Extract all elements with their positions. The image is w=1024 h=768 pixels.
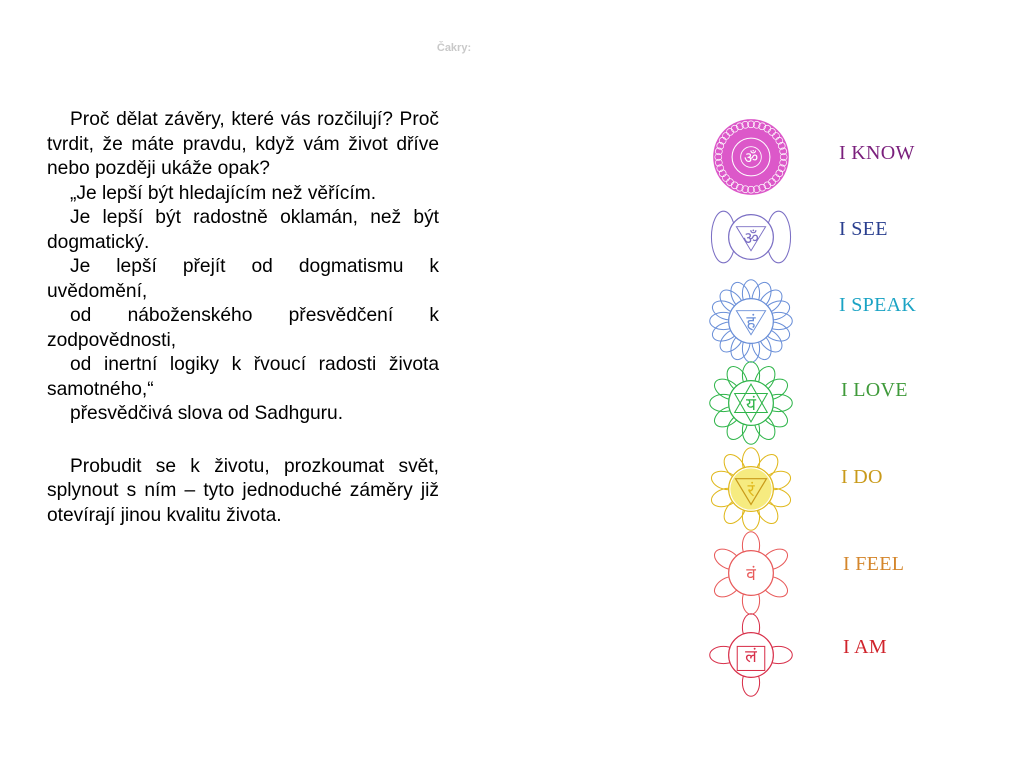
svg-text:रं: रं (747, 480, 755, 501)
chakra-row (700, 278, 960, 368)
third-eye-chakra-icon (708, 194, 794, 280)
quote-line-3: Je lepší přejít od dogmatismu k uvědomění, (47, 256, 439, 302)
chakra-row (700, 114, 960, 204)
paragraph-gap (47, 427, 439, 455)
chakra-row (700, 612, 960, 702)
crown-chakra-icon (708, 114, 794, 200)
chakra-label: I SEE (839, 218, 888, 240)
chakra-row (700, 360, 960, 450)
throat-chakra-icon (708, 278, 794, 364)
svg-text:ॐ: ॐ (743, 228, 759, 249)
quote-line-4: od náboženského přesvědčení k zodpovědnosti, (47, 305, 439, 351)
svg-text:ॐ: ॐ (743, 149, 759, 168)
text-column (47, 108, 439, 528)
chakra-row (700, 194, 960, 284)
svg-text:यं: यं (746, 394, 756, 415)
chakra-label: I AM (843, 636, 887, 658)
svg-text:हं: हं (746, 312, 756, 333)
chakra-column (700, 108, 960, 708)
chakra-row (700, 446, 960, 536)
chakra-label: I KNOW (839, 142, 915, 164)
chakra-label: I FEEL (843, 553, 905, 575)
paragraph-closing: Probudit se k životu, prozkoumat svět, splynout s ním – tyto jednoduché záměry již otevírají jinou kvalitu života. (47, 455, 439, 526)
chakra-label: I DO (841, 466, 883, 488)
svg-text:वं: वं (746, 564, 756, 585)
svg-text:लं: लं (745, 646, 757, 667)
heart-chakra-icon (708, 360, 794, 446)
quote-line-2: Je lepší být radostně oklamán, než být dogmatický. (47, 207, 439, 253)
paragraph-intro: Proč dělat závěry, které vás rozčilují? Proč tvrdit, že máte pravdu, když vám život dříve nebo později ukáže opak? (47, 109, 439, 179)
chakra-row (700, 530, 960, 620)
page-title: Čakry: (436, 42, 472, 54)
root-chakra-icon (708, 612, 794, 698)
chakra-label: I SPEAK (839, 294, 917, 316)
chakra-label: I LOVE (841, 379, 908, 401)
quote-line-1: „Je lepší být hledajícím než věřícím. (70, 182, 377, 204)
quote-attribution: přesvědčivá slova od Sadhguru. (70, 403, 344, 424)
quote-line-5: od inertní logiky k řvoucí radosti života samotného,“ (47, 354, 439, 400)
solar-plexus-chakra-icon (708, 446, 794, 532)
sacral-chakra-icon (708, 530, 794, 616)
